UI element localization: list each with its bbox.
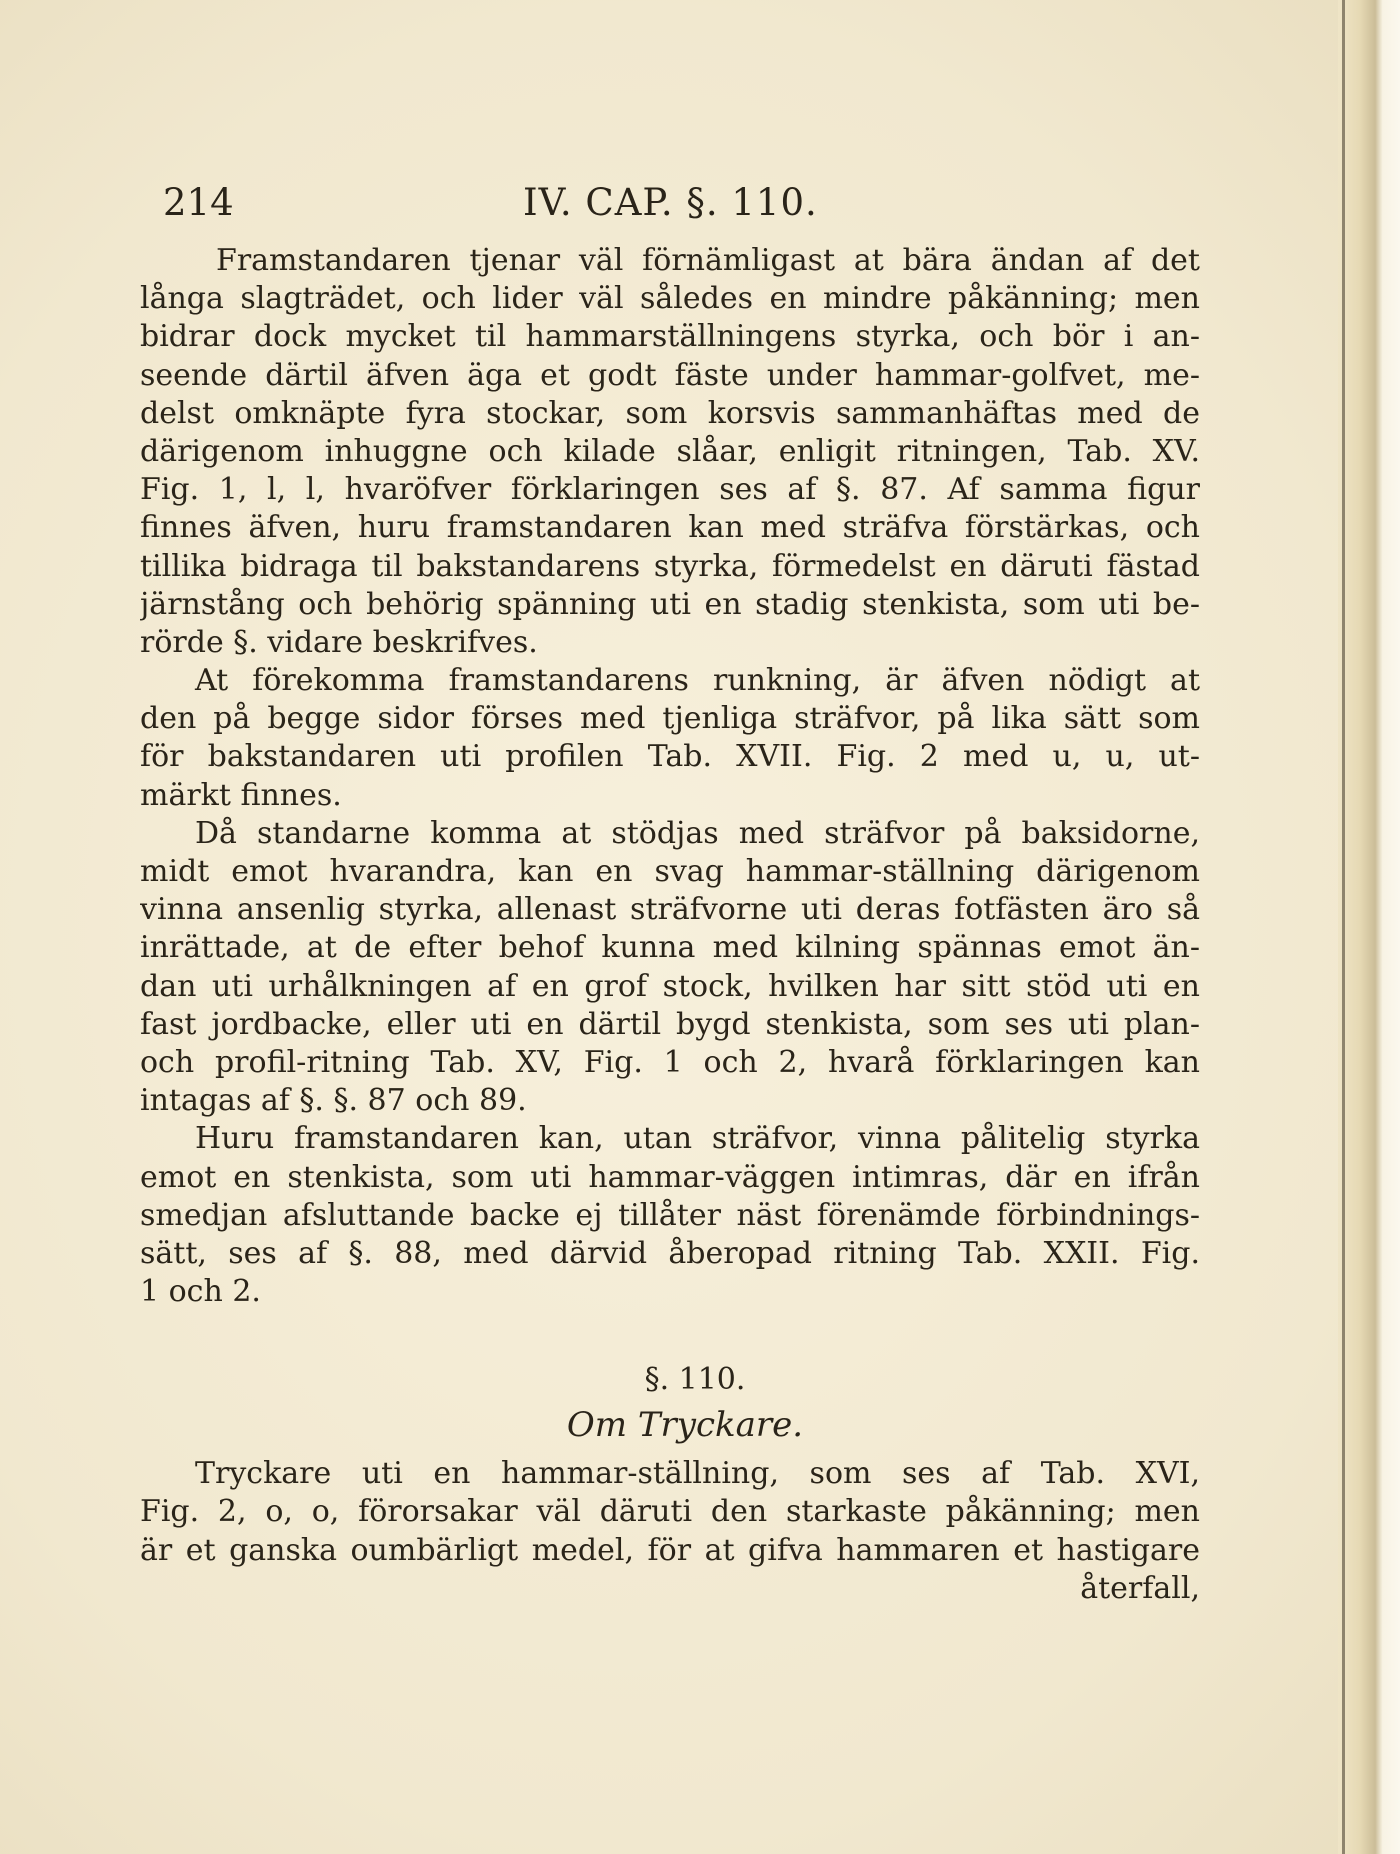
text-line: seende därtil äfven äga et godt fäste under hammar-golfvet, me- — [140, 357, 1200, 393]
text-line: inrättade, at de efter behof kunna med kilning spännas emot än- — [140, 930, 1200, 966]
text-line: tillika bidraga til bakstandarens styrka, förmedelst en däruti fästad — [140, 548, 1200, 584]
text-line: Fig. 2, o, o, förorsakar väl däruti den starkaste påkänning; men — [140, 1494, 1200, 1530]
text-line: emot en stenkista, som uti hammar-väggen intimras, där en ifrån — [140, 1159, 1200, 1195]
text-line: bidrar dock mycket til hammarställningens styrka, och bör i an- — [140, 319, 1200, 355]
chapter-section-heading: IV. CAP. §. 110. — [523, 181, 818, 224]
text-line: sätt, ses af §. 88, med därvid åberopad ritning Tab. XXII. Fig. — [140, 1235, 1200, 1271]
running-head — [163, 178, 1223, 228]
text-line: Huru framstandaren kan, utan sträfvor, vinna pålitelig styrka — [195, 1121, 1200, 1157]
text-line: finnes äfven, huru framstandaren kan med sträfva förstärkas, och — [140, 510, 1200, 546]
text-line: dan uti urhålkningen af en grof stock, hvilken har sitt stöd uti en — [140, 968, 1200, 1004]
text-line: Fig. 1, l, l, hvaröfver förklaringen ses af §. 87. Af samma figur — [140, 472, 1200, 508]
text-line: Tryckare uti en hammar-ställning, som ses af Tab. XVI, — [195, 1456, 1200, 1492]
page-binding-edge — [1338, 0, 1400, 1854]
text-line: för bakstandaren uti profilen Tab. XVII. Fig. 2 med u, u, ut- — [140, 739, 1200, 775]
text-line: smedjan afsluttande backe ej tillåter näst förenämde förbindnings- — [140, 1197, 1200, 1233]
text-line: långa slagträdet, och lider väl således en mindre påkänning; men — [140, 281, 1200, 317]
text-line: den på begge sidor förses med tjenliga sträfvor, på lika sätt som — [140, 701, 1200, 737]
text-line: intagas af §. §. 87 och 89. — [140, 1083, 527, 1119]
text-line: därigenom inhuggne och kilade slåar, enligit ritningen, Tab. XV. — [140, 433, 1200, 469]
body-text — [140, 242, 1200, 1608]
text-line: järnstång och behörig spänning uti en stadig stenkista, som uti be- — [140, 586, 1200, 622]
text-line: delst omknäpte fyra stockar, som korsvis sammanhäftas med de — [140, 395, 1200, 431]
text-line: rörde §. vidare beskrifves. — [140, 624, 538, 660]
text-line: At förekomma framstandarens runkning, är äfven nödigt at — [195, 663, 1200, 699]
section-spacer — [140, 1311, 1200, 1359]
text-line: märkt finnes. — [140, 777, 342, 813]
text-line: vinna ansenlig styrka, allenast sträfvorne uti deras fotfästen äro så — [140, 892, 1200, 928]
text-line: Framstandaren tjenar väl förnämligast at bära ändan af det — [216, 243, 1200, 278]
text-line: och profil-ritning Tab. XV, Fig. 1 och 2, hvarå förklaringen kan — [140, 1044, 1200, 1080]
page-number: 214 — [163, 181, 234, 224]
text-line: är et ganska oumbärligt medel, för at gifva hammaren et hastigare — [140, 1532, 1200, 1568]
section-title: Om Tryckare. — [566, 1405, 804, 1446]
text-line: 1 och 2. — [140, 1274, 261, 1310]
catchword: återfall, — [1080, 1570, 1200, 1606]
text-line: fast jordbacke, eller uti en därtil bygd stenkista, som ses uti plan- — [140, 1006, 1200, 1042]
text-line: Då standarne komma at stödjas med sträfvor på baksidorne, — [195, 815, 1200, 851]
text-line: midt emot hvarandra, kan en svag hammar-ställning därigenom — [140, 854, 1200, 889]
section-number: §. 110. — [644, 1362, 746, 1398]
page-fold-line — [1342, 0, 1345, 1854]
